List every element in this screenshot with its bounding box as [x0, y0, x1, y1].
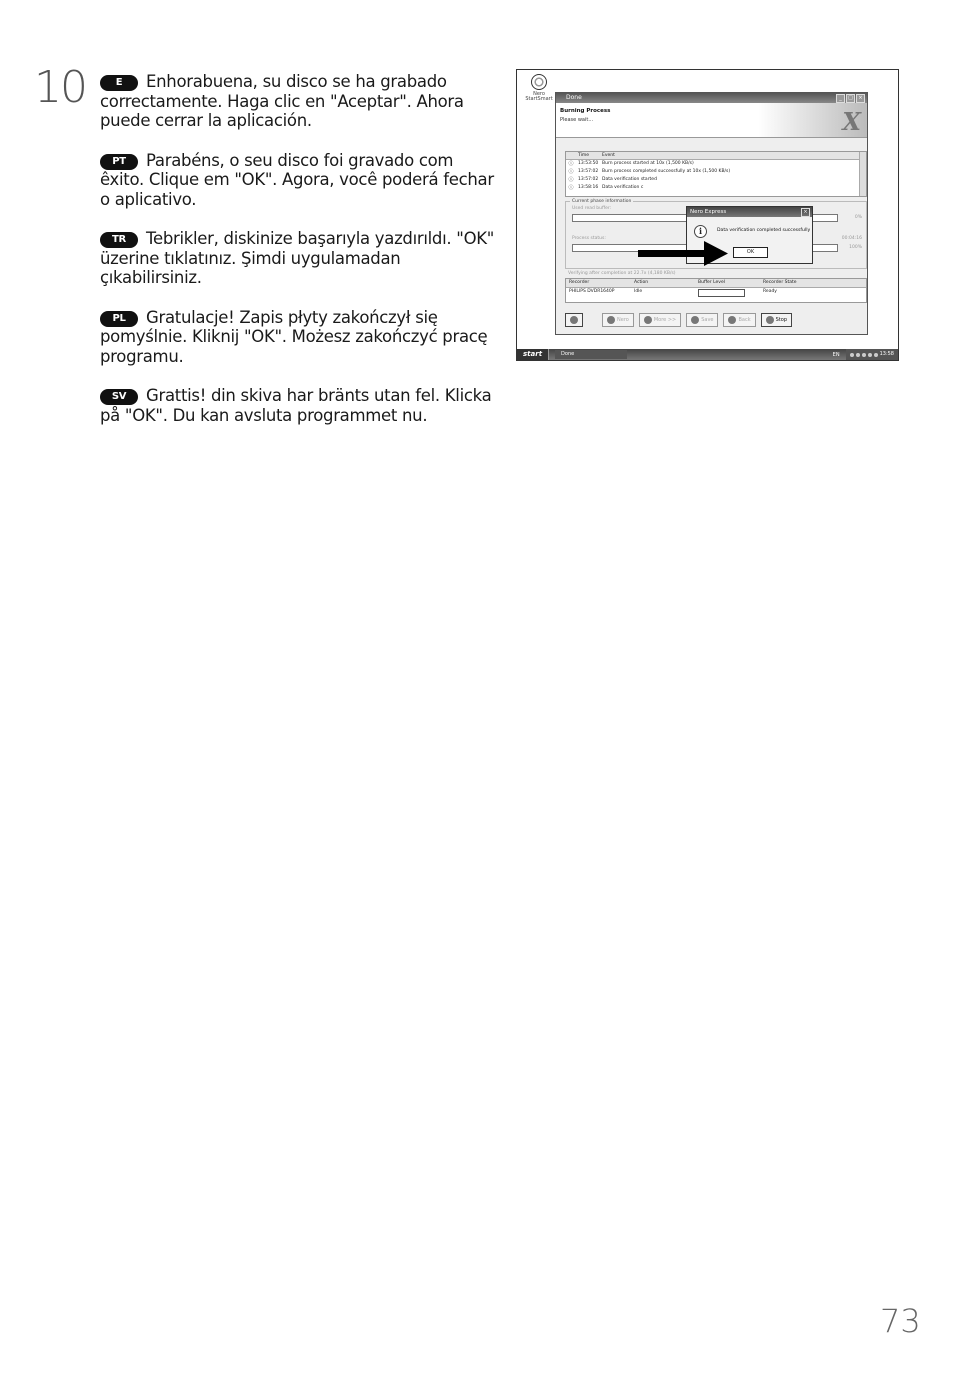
process-status-pct: 100% [849, 245, 862, 250]
save-icon [691, 316, 699, 324]
stop-icon [766, 316, 774, 324]
maximize-icon[interactable]: □ [846, 94, 855, 103]
pointer-arrow-icon [638, 241, 728, 269]
tray-icon[interactable] [850, 353, 854, 357]
instruction-pt [100, 151, 500, 210]
phase-title: Current phase information [572, 199, 632, 204]
language-indicator[interactable]: EN [832, 351, 840, 358]
verify-status: Verifying after completion at 22.7x (4,180 KB/s) [568, 271, 676, 276]
tray-icon[interactable] [874, 353, 878, 357]
clock: 13:58 [879, 351, 894, 357]
lang-badge-tr: TR [100, 232, 138, 248]
help-button[interactable] [565, 313, 583, 327]
read-buffer-pct: 0% [854, 215, 862, 220]
help-icon [570, 316, 578, 324]
ok-button[interactable]: OK [733, 247, 768, 258]
instruction-text: Tebrikler, diskinize başarıyla yazdırıldı. "OK" üzerine tıklatınız. Şimdi uygulamadan çıkabilirsiniz. [100, 229, 495, 287]
table-row: ⓘ 13:58:16 Data verification c [566, 184, 866, 192]
info-icon: ⓘ [568, 161, 574, 167]
instruction-sv [100, 386, 500, 425]
start-button[interactable]: start [517, 349, 549, 360]
buffer-level-bar [698, 289, 745, 297]
taskbar-item-done[interactable]: Done [555, 350, 627, 359]
recorder-header: Recorder Action Buffer Level Recorder State [566, 279, 866, 288]
instruction-pl [100, 308, 500, 367]
step-number: 10 [34, 62, 86, 113]
lang-badge-pt: PT [100, 154, 138, 170]
nero-icon [607, 316, 615, 324]
table-row: PHILIPS DVDR1640P Idle Ready [566, 288, 866, 296]
log-col-time: Time [578, 153, 590, 158]
recorder-table [565, 278, 867, 303]
process-status-label: Process status: [572, 236, 606, 241]
information-icon: i [694, 225, 707, 238]
nero-button[interactable]: Nero [602, 313, 634, 327]
info-icon: ⓘ [568, 177, 574, 183]
lang-badge-pl: PL [100, 311, 138, 327]
instruction-text: Grattis! din skiva har bränts utan fel. Klicka på "OK". Du kan avsluta programmet nu. [100, 386, 492, 425]
info-icon: ⓘ [568, 185, 574, 191]
system-tray [846, 349, 898, 360]
instruction-text: Enhorabuena, su disco se ha grabado correctamente. Haga clic en "Aceptar". Ahora puede cerrar la aplicación. [100, 72, 464, 130]
instruction-text: Gratulacje! Zapis płyty zakończył się pomyślnie. Kliknij "OK". Możesz zakończyć pracę programu. [100, 307, 488, 366]
disc-icon [531, 74, 547, 90]
back-icon [728, 316, 736, 324]
dialog-titlebar [687, 207, 812, 217]
window-title: Done [566, 94, 582, 101]
instruction-es [100, 72, 500, 131]
dialog-message: Data verification completed successfully [717, 228, 811, 233]
table-row: ⓘ 13:53:50 Burn process started at 10x (1,500 KB/s) [566, 160, 866, 168]
tray-icon[interactable] [862, 353, 866, 357]
log-col-event: Event [602, 153, 615, 158]
button-row [565, 313, 865, 327]
header-panel [556, 103, 867, 138]
nero-express-logo-icon: X [842, 107, 861, 136]
header-subtitle: Please wait... [560, 117, 594, 123]
window-titlebar [556, 93, 867, 103]
dialog-close-icon[interactable]: × [801, 208, 810, 217]
lang-badge-sv: SV [100, 389, 138, 405]
table-row: ⓘ 13:57:02 Data verification started [566, 176, 866, 184]
info-icon: ⓘ [568, 169, 574, 175]
event-log-table [565, 151, 867, 197]
dialog-title: Nero Express [690, 209, 727, 215]
more-icon [644, 316, 652, 324]
instruction-text: Parabéns, o seu disco foi gravado com êxito. Clique em "OK". Agora, você poderá fechar o aplicativo. [100, 150, 494, 209]
more-button[interactable]: More >> [639, 313, 681, 327]
save-button[interactable]: Save [686, 313, 718, 327]
log-scrollbar[interactable] [859, 152, 866, 196]
lang-badge-es: E [100, 75, 138, 91]
desktop-icon-nero[interactable] [523, 74, 555, 102]
software-screenshot [516, 69, 899, 361]
header-title: Burning Process [560, 108, 611, 114]
taskbar [517, 349, 898, 360]
total-time-value: 00:04:16 [841, 236, 862, 241]
read-buffer-label: Used read buffer: [572, 206, 612, 211]
back-button[interactable]: Back [723, 313, 755, 327]
close-icon[interactable]: × [856, 94, 865, 103]
tray-icon[interactable] [856, 353, 860, 357]
desktop-icon-label: Nero StartSmart [525, 91, 553, 102]
instructions-list [100, 72, 500, 445]
nero-window [555, 92, 868, 335]
stop-button[interactable]: Stop [761, 313, 792, 327]
instruction-tr [100, 229, 500, 288]
minimize-icon[interactable]: _ [836, 94, 845, 103]
log-header [566, 152, 866, 160]
table-row: ⓘ 13:57:02 Burn process completed successfully at 10x (1,500 KB/s) [566, 168, 866, 176]
tray-icon[interactable] [868, 353, 872, 357]
page-number: 73 [880, 1302, 921, 1340]
